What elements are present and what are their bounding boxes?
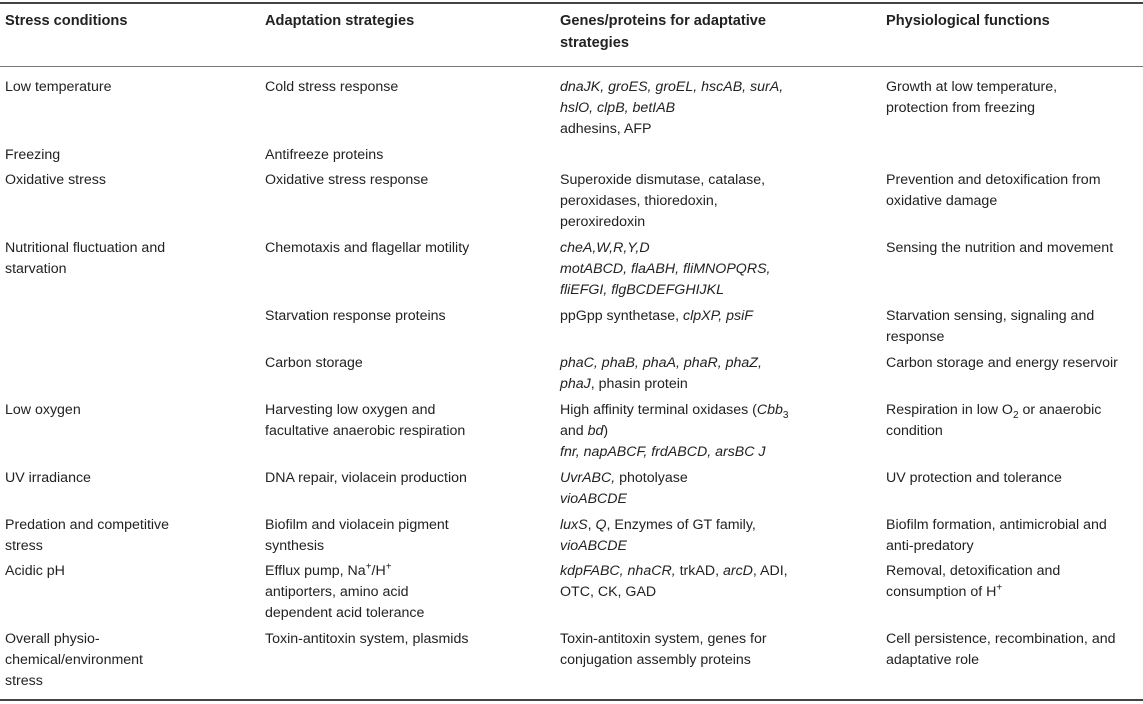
table-cell-strategy: DNA repair, violacein production — [265, 470, 467, 486]
table-cell-stress: Oxidative stress — [5, 172, 106, 188]
table-cell-genes: Toxin-antitoxin system, genes for conjugation assembly proteins — [560, 631, 767, 668]
table-cell-function: Growth at low temperature, protection from freezing — [886, 79, 1058, 116]
table-cell-strategy: Biofilm and violacein pigment synthesis — [265, 517, 449, 554]
header-physiological-functions: Physiological functions — [886, 13, 1050, 29]
table-cell-genes: phaC, phaB, phaA, phaR, phaZ, phaJ, phasin protein — [560, 355, 762, 392]
table-cell-strategy: Efflux pump, Na+/H+ antiporters, amino acid dependent acid tolerance — [265, 561, 425, 621]
table-cell-genes: kdpFABC, nhaCR, trkAD, arcD, ADI, OTC, CK, GAD — [560, 563, 788, 600]
table-cell-function: Carbon storage and energy reservoir — [886, 355, 1118, 371]
table-cell-function: Biofilm formation, antimicrobial and anti-predatory — [886, 517, 1107, 554]
table-cell-strategy: Carbon storage — [265, 355, 363, 371]
table-cell-stress: Freezing — [5, 147, 61, 163]
table-cell-function: Sensing the nutrition and movement — [886, 240, 1114, 256]
table-cell-genes: Superoxide dismutase, catalase, peroxidases, thioredoxin, peroxiredoxin — [560, 172, 766, 230]
table-cell-stress: Predation and competitive stress — [5, 517, 170, 554]
table-cell-function: Starvation sensing, signaling and response — [886, 308, 1095, 345]
header-genes-proteins: Genes/proteins for adaptative strategies — [560, 13, 766, 51]
table-cell-genes: dnaJK, groES, groEL, hscAB, surA, hslO, clpB, betIAB adhesins, AFP — [560, 79, 784, 137]
table-cell-genes: High affinity terminal oxidases (Cbb$_3$ and bd) fnr, napABCF, frdABCD, arsBC J — [560, 402, 789, 460]
table-bottom-rule — [0, 699, 1143, 701]
table-cell-function: Removal, detoxification and consumption of H+ — [886, 563, 1061, 600]
header-stress-conditions: Stress conditions — [5, 13, 128, 29]
table-cell-strategy: Chemotaxis and flagellar motility — [265, 240, 470, 256]
table-cell-strategy: Cold stress response — [265, 79, 399, 95]
table-cell-strategy: Toxin-antitoxin system, plasmids — [265, 631, 469, 647]
table-cell-function: Respiration in low $O_2$ or anaerobic condition — [886, 402, 1102, 439]
table-cell-function: Cell persistence, recombination, and adaptative role — [886, 631, 1116, 668]
table-cell-genes: cheA,W,R,Y,D motABCD, flaABH, fliMNOPQRS, fliEFGI, flgBCDEFGHIJKL — [560, 240, 771, 298]
table-cell-stress: Low temperature — [5, 79, 112, 95]
table-cell-strategy: Starvation response proteins — [265, 308, 446, 324]
table-cell-strategy: Antifreeze proteins — [265, 147, 384, 163]
table-cell-strategy: Harvesting low oxygen and facultative anaerobic respiration — [265, 402, 466, 439]
table-top-rule — [0, 2, 1143, 4]
table-cell-genes: UvrABC, photolyase vioABCDE — [560, 470, 688, 507]
table-cell-function: Prevention and detoxification from oxidative damage — [886, 172, 1101, 209]
table-cell-genes: luxS, Q, Enzymes of GT family, vioABCDE — [560, 517, 756, 554]
table-cell-strategy: Oxidative stress response — [265, 172, 429, 188]
header-adaptation-strategies: Adaptation strategies — [265, 13, 415, 29]
table-cell-stress: Nutritional fluctuation and starvation — [5, 240, 166, 277]
table-cell-stress: Acidic pH — [5, 563, 65, 579]
table-cell-function: UV protection and tolerance — [886, 470, 1062, 486]
table-cell-stress: UV irradiance — [5, 470, 91, 486]
table-cell-genes: ppGpp synthetase, clpXP, psiF — [560, 308, 753, 324]
table-cell-stress: Low oxygen — [5, 402, 81, 418]
table-cell-stress: Overall physio- chemical/environment stress — [5, 631, 143, 689]
table-header-rule — [0, 66, 1143, 67]
